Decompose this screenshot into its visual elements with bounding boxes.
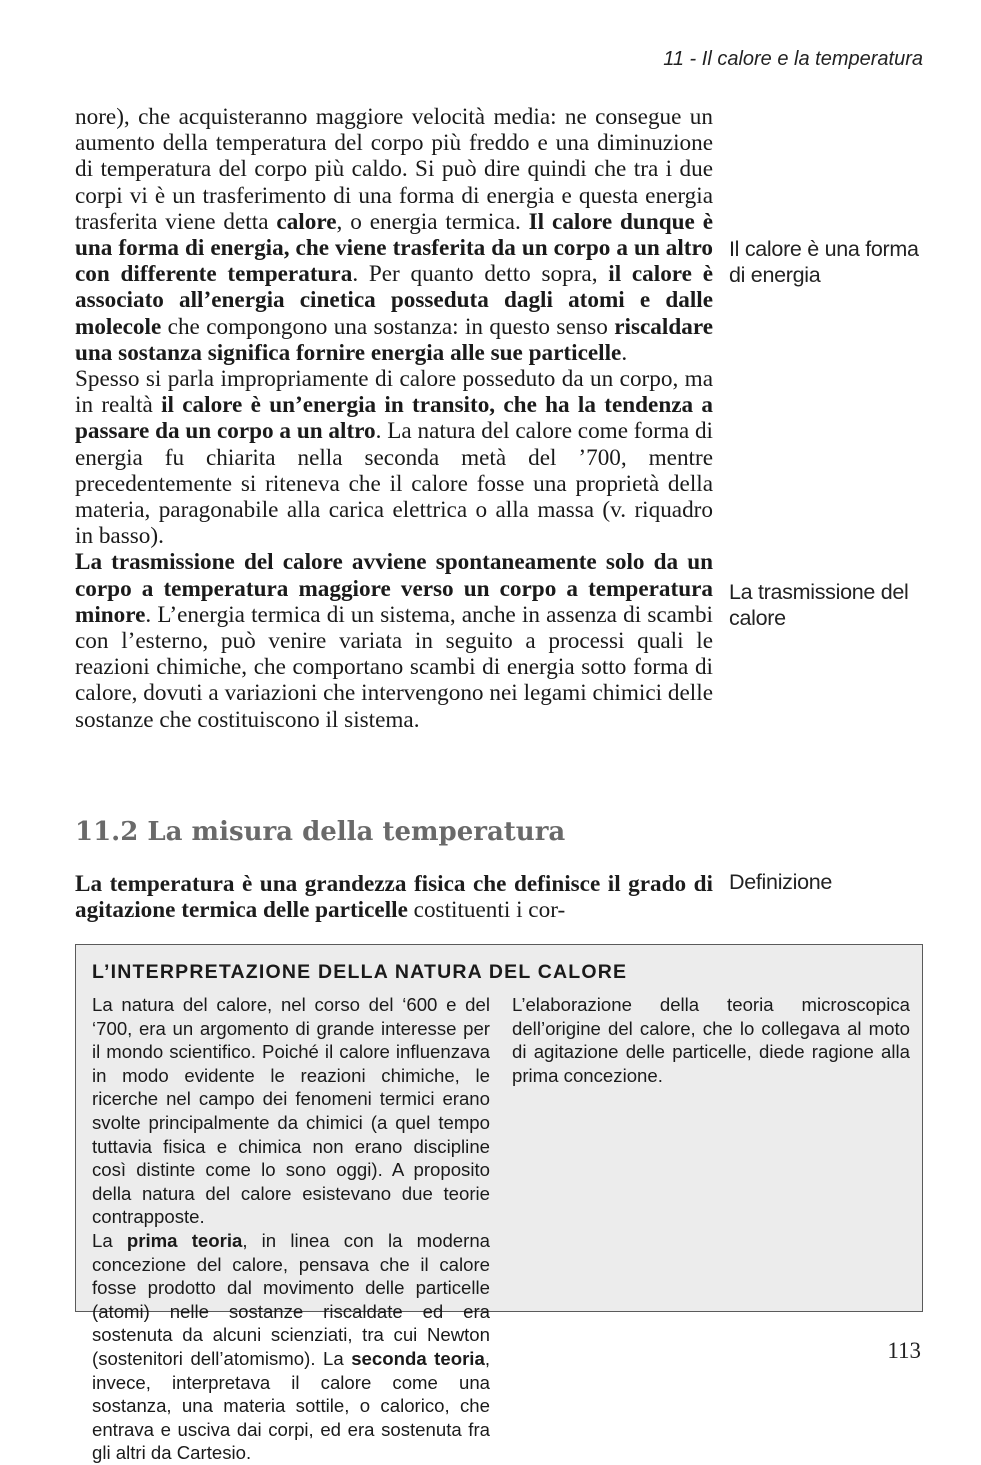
- box-title: L’INTERPRETAZIONE DELLA NATURA DEL CALORE: [92, 961, 628, 983]
- margin-note-definition: Definizione: [729, 870, 833, 894]
- body-column: [75, 104, 713, 733]
- text-run: nore), che acquisteranno maggiore velocità media: ne consegue un aumento della temperatura del corpo più freddo e una diminuzione di temperatura del corpo più caldo. Si può dire quindi che tra i due corpi vi è un trasferimento di una forma di energia e questa energia trasferita viene detta: [75, 104, 713, 235]
- paragraph-heat-transmission: [75, 549, 713, 732]
- bold-run: La trasmissione del calore avviene spontaneamente solo da un corpo a temperatura maggiore verso un corpo a temperatura minore: [75, 549, 713, 628]
- bold-run: seconda teoria: [351, 1347, 485, 1369]
- running-header: 11 - Il calore e la temperatura: [663, 48, 923, 70]
- bold-run: il calore è un’energia in transito, che ha la tendenza a passare da un corpo a un altro: [75, 392, 713, 445]
- box-paragraph: L’elaborazione della teoria microscopica dell’origine del calore, che lo collegava al moto di agitazione delle particelle, diede ragione alla prima concezione.: [512, 994, 910, 1086]
- paragraph-heat-energy: [75, 104, 713, 366]
- text-run: .: [621, 339, 628, 366]
- box-column-left: [92, 993, 490, 1465]
- box-paragraph: [92, 1229, 490, 1465]
- section-heading: 11.2 La misura della temperatura: [75, 817, 566, 847]
- text-run: costituenti i cor-: [407, 897, 566, 924]
- definition-paragraph: [75, 871, 713, 923]
- box-column-right: [512, 993, 910, 1087]
- bold-run: Il calore dunque è una forma di energia, che viene trasferita da un corpo a un altro con differente temperatura: [75, 208, 713, 288]
- bold-run: il calore è associato all’energia cinetica posseduta dagli atomi e dalle molecole: [75, 261, 713, 340]
- text-run: . La natura del calore come forma di energia fu chiarita nella seconda metà del ’700, mentre precedentemente si riteneva che il calore fosse una proprietà della materia, paragonabile alla carica elettrica o alla massa (v. riquadro in basso).: [75, 418, 713, 550]
- text-run: , in linea con la moderna concezione del calore, pensava che il calore fosse prodotto dal movimento delle particelle (atomi) nelle sostanze riscaldate ed era sostenuta da alcuni scienziati, tra cui Newton (sostenitori dell’atomismo). La: [92, 1229, 490, 1369]
- bold-run: prima teoria: [126, 1229, 243, 1251]
- text-run: , o energia termica.: [336, 208, 529, 235]
- text-run: , invece, interpretava il calore come una sostanza, una materia sottile, o calorico, che entrava e usciva dai corpi, ed era sostenuta fra gli altri da Cartesio.: [92, 1347, 490, 1464]
- margin-note-heat-transmission: La trasmissione del calore: [729, 580, 909, 630]
- paragraph-heat-transit: [75, 366, 713, 549]
- text-run: . L’energia termica di un sistema, anche in assenza di scambi con l’esterno, può venire variata in seguito a processi quali le reazioni chimiche, che comportano scambi di energia sotto forma di calore, dovuti a variazioni che intervengono nei legami chimici delle sostanze che costituiscono il sistema.: [75, 601, 713, 733]
- page-number: 113: [887, 1338, 921, 1363]
- text-run: che compongono una sostanza: in questo senso: [161, 313, 615, 340]
- margin-note-heat-energy: Il calore è una forma di energia: [729, 237, 919, 287]
- text-run: Spesso si parla impropriamente di calore posseduto da un corpo, ma in realtà: [75, 366, 713, 419]
- text-run: . Per quanto detto sopra,: [352, 261, 609, 288]
- bold-run: La temperatura è una grandezza fisica che definisce il grado di agitazione termica delle particelle: [75, 871, 713, 924]
- box-paragraph: La natura del calore, nel corso del ‘600 e del ‘700, era un argomento di grande interesse per il mondo scientifico. Poiché il calore influenzava in modo evidente le reazioni chimiche, le ricerche nel campo dei fenomeni termici erano svolte principalmente da chimici (a quel tempo tuttavia fisica e chimica non erano discipline così distinte come lo sono oggi). A proposito della natura del calore esistevano due teorie contrapposte.: [92, 994, 490, 1228]
- bold-run: riscaldare una sostanza significa fornire energia alle sue particelle: [75, 313, 713, 366]
- text-run: La: [92, 1229, 127, 1251]
- bold-run: calore: [276, 208, 337, 235]
